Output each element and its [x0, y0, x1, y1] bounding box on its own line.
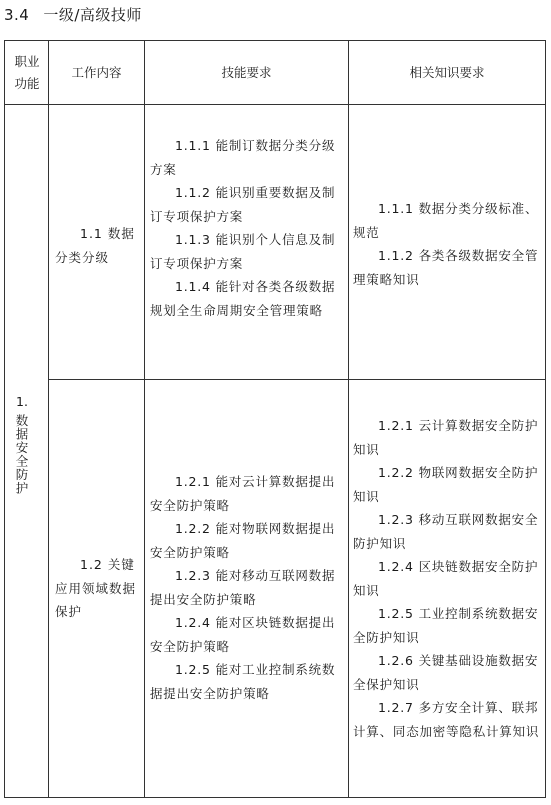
knowledge-item: 1.2.6 关键基础设施数据安全保护知识	[353, 653, 539, 692]
skills-table	[4, 40, 546, 798]
skill-item: 1.2.2 能对物联网数据提出安全防护策略	[150, 521, 336, 560]
work-content-1-1: 1.1 数据分类分级	[55, 226, 135, 265]
skill-item: 1.2.3 能对移动互联网数据提出安全防护策略	[150, 568, 336, 607]
skill-item: 1.2.5 能对工业控制系统数据提出安全防护策略	[150, 662, 336, 701]
knowledge-item: 1.1.2 各类各级数据安全管理策略知识	[353, 248, 539, 287]
section-title: 一级/高级技师	[43, 6, 142, 24]
skills-list-1-2	[150, 470, 344, 705]
section-heading	[4, 4, 142, 25]
function-label: 数据安全防护	[14, 413, 29, 495]
knowledge-item: 1.2.7 多方安全计算、联邦计算、同态加密等隐私计算知识	[353, 700, 540, 739]
function-number: 1.	[16, 394, 28, 409]
knowledge-item: 1.2.4 区块链数据安全防护知识	[353, 559, 539, 598]
knowledge-item: 1.2.1 云计算数据安全防护知识	[353, 418, 539, 457]
knowledge-item: 1.2.5 工业控制系统数据安全防护知识	[353, 606, 539, 645]
skill-item: 1.1.2 能识别重要数据及制订专项保护方案	[150, 185, 336, 224]
function-cell	[16, 390, 44, 495]
knowledge-item: 1.2.2 物联网数据安全防护知识	[353, 465, 539, 504]
skill-item: 1.1.1 能制订数据分类分级方案	[150, 138, 336, 177]
skill-item: 1.1.4 能针对各类各级数据规划全生命周期安全管理策略	[150, 279, 336, 318]
header-work-content: 工作内容	[71, 64, 122, 80]
header-knowledge-requirements: 相关知识要求	[409, 64, 485, 80]
skill-item: 1.1.3 能识别个人信息及制订专项保护方案	[150, 232, 336, 271]
header-skill-requirements: 技能要求	[221, 64, 272, 80]
knowledge-list-1-1	[353, 197, 541, 291]
skill-item: 1.2.4 能对区块链数据提出安全防护策略	[150, 615, 336, 654]
skills-list-1-1	[150, 134, 344, 322]
knowledge-item: 1.1.1 数据分类分级标准、规范	[353, 201, 539, 240]
knowledge-list-1-2	[353, 414, 541, 743]
knowledge-item: 1.2.3 移动互联网数据安全防护知识	[353, 512, 539, 551]
section-number: 3.4	[4, 6, 30, 24]
work-content-1-2: 1.2 关键应用领域数据保护	[55, 557, 137, 619]
skill-item: 1.2.1 能对云计算数据提出安全防护策略	[150, 474, 336, 513]
header-function: 职业功能	[14, 53, 40, 91]
